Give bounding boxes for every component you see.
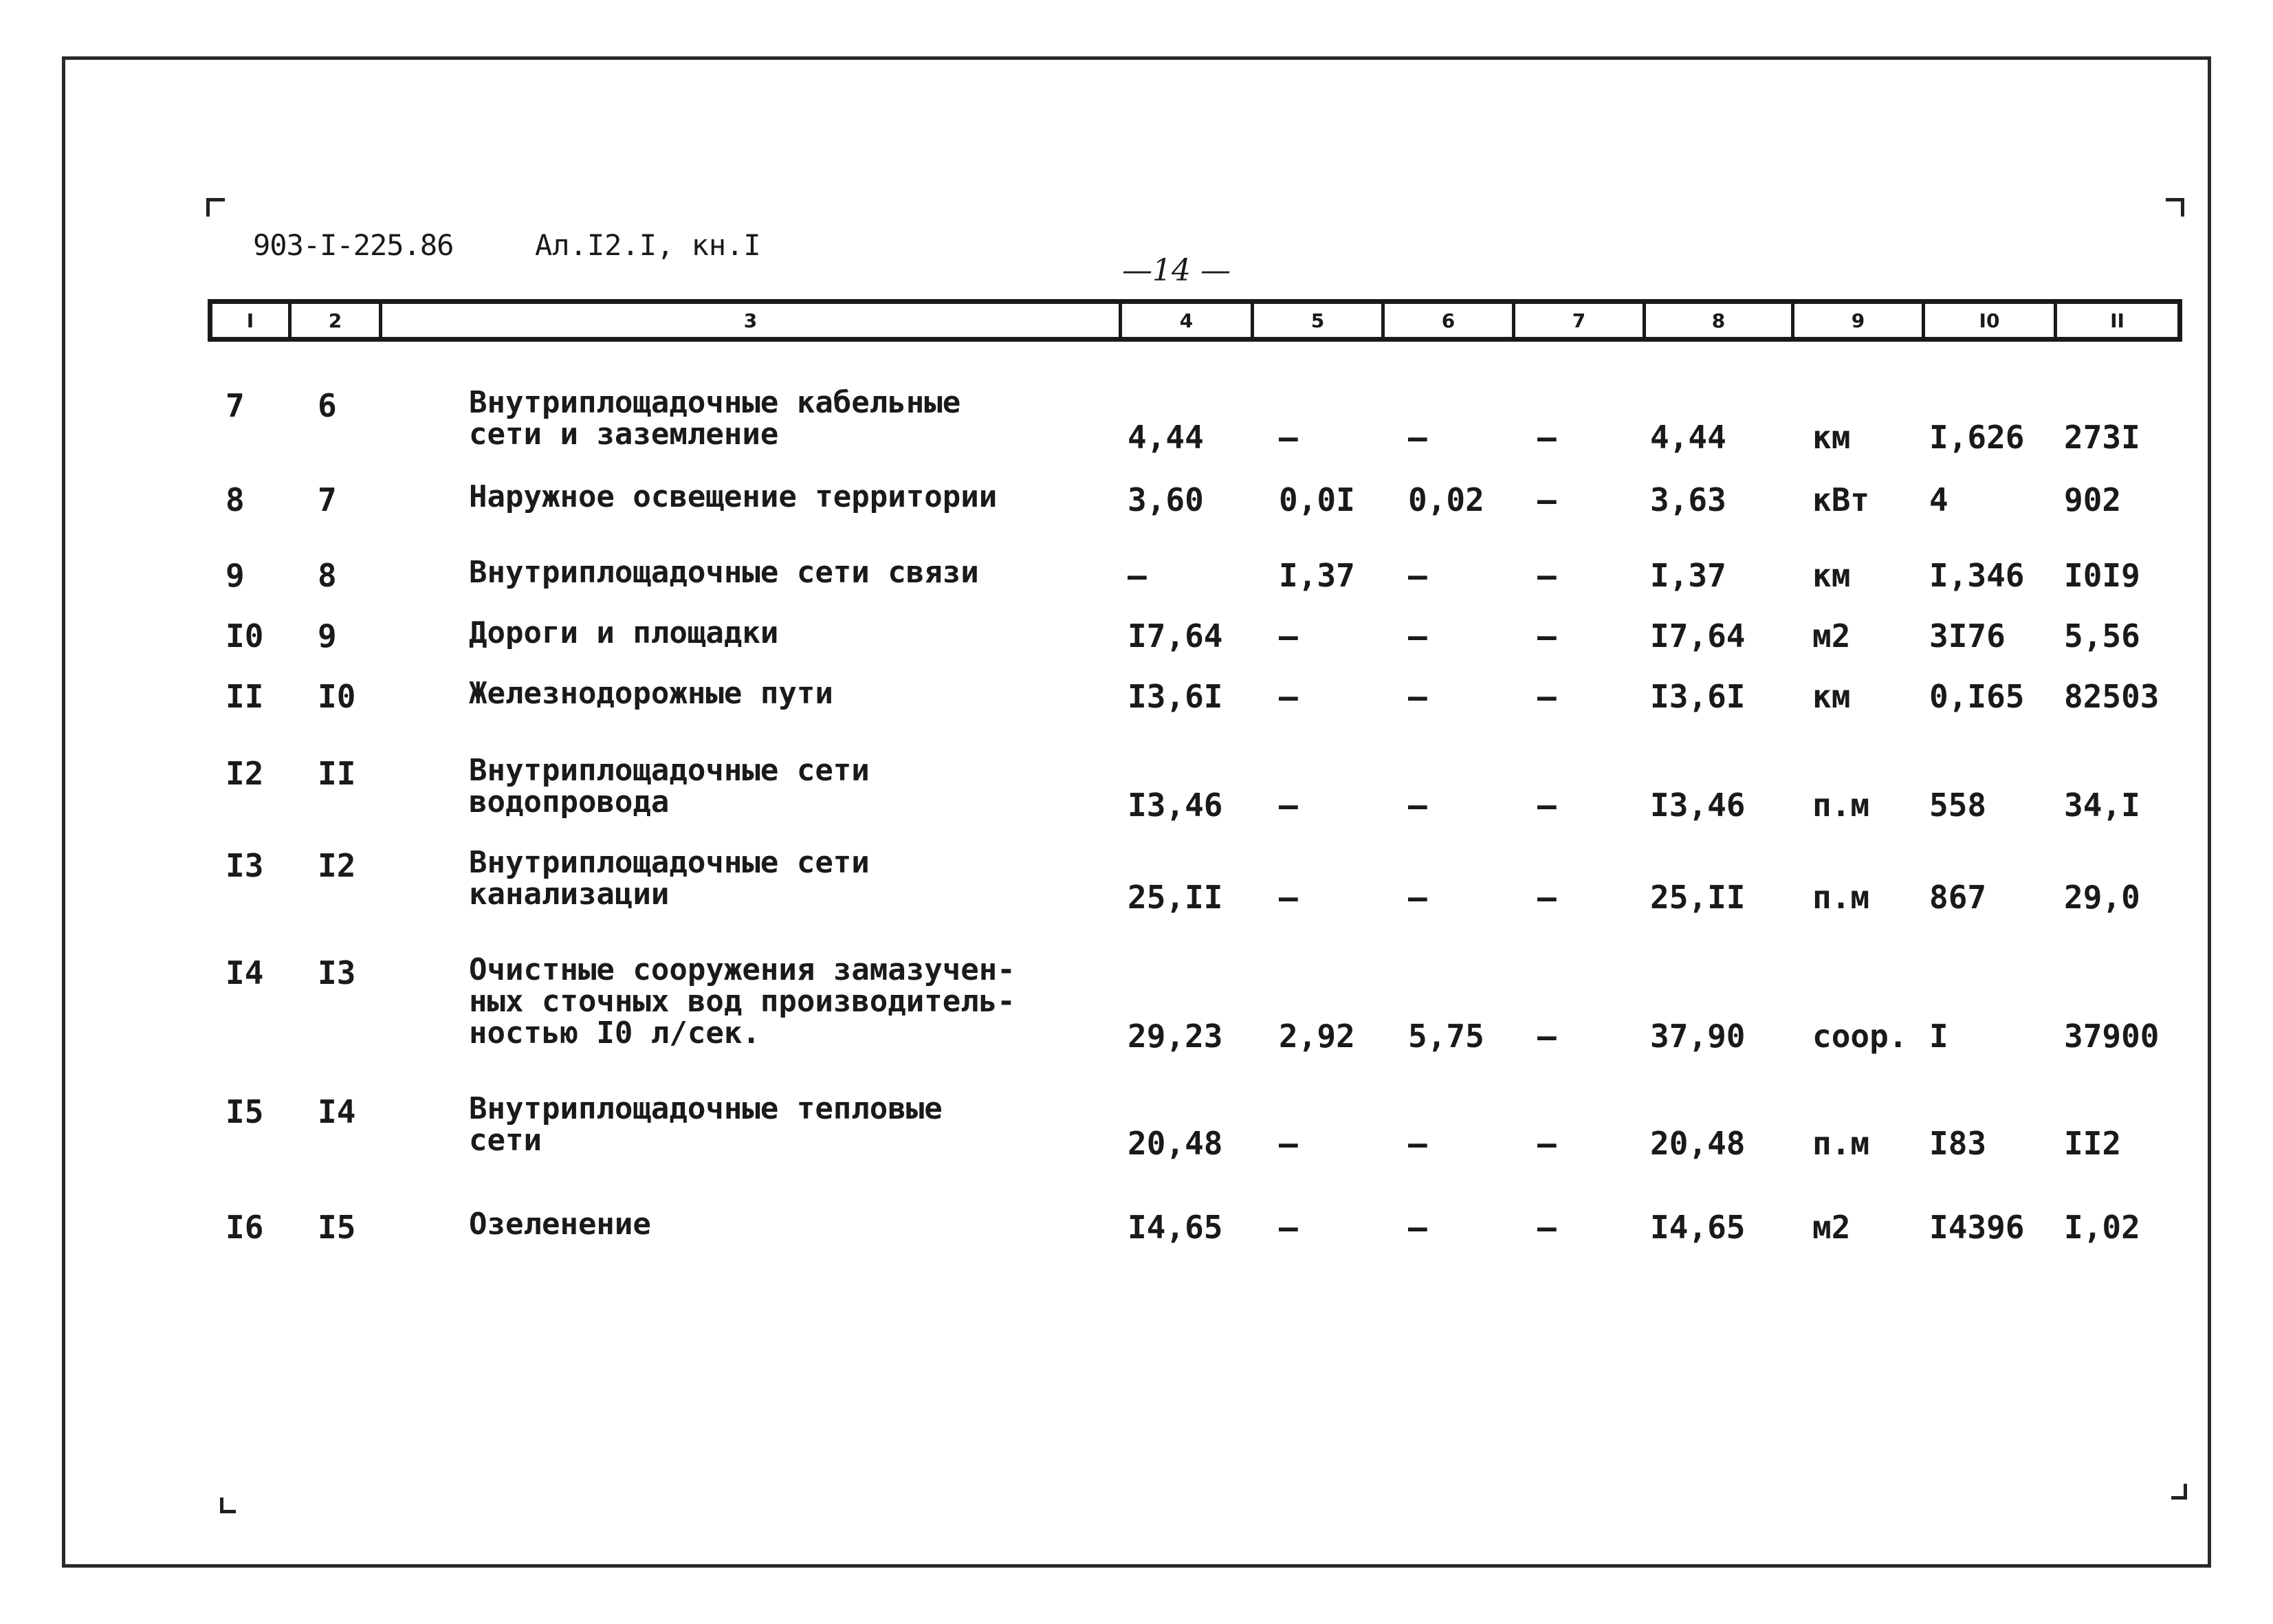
item-name: Внутриплощадочные сети связи bbox=[469, 555, 979, 590]
value-col-7: – bbox=[1537, 557, 1557, 594]
quantity: I4396 bbox=[1929, 1209, 2025, 1246]
unit: соор. bbox=[1812, 1018, 1908, 1055]
table-row bbox=[0, 387, 2273, 457]
value-col-7: – bbox=[1537, 1209, 1557, 1246]
item-name: Озеленение bbox=[469, 1207, 651, 1242]
value-col-11: 273I bbox=[2064, 419, 2140, 456]
document-reference: Ал.I2.I, кн.I bbox=[535, 228, 761, 262]
row-number: I0 bbox=[226, 617, 264, 655]
value-col-5: – bbox=[1279, 617, 1298, 655]
unit: п.м bbox=[1812, 879, 1870, 916]
column-header: 8 bbox=[1646, 304, 1794, 337]
unit: кВт bbox=[1812, 481, 1870, 518]
value-col-4: – bbox=[1128, 557, 1147, 594]
item-number: II bbox=[318, 755, 356, 792]
value-col-7: – bbox=[1537, 678, 1557, 715]
quantity: 3I76 bbox=[1929, 617, 2006, 655]
table-row bbox=[0, 617, 2273, 656]
item-number: I0 bbox=[318, 678, 356, 715]
value-col-11: I,02 bbox=[2064, 1209, 2140, 1246]
column-header: 2 bbox=[292, 304, 382, 337]
item-number: 8 bbox=[318, 557, 337, 594]
value-col-7: – bbox=[1537, 481, 1557, 518]
value-col-11: 29,0 bbox=[2064, 879, 2140, 916]
column-header: 9 bbox=[1794, 304, 1925, 337]
value-col-5: – bbox=[1279, 1125, 1298, 1162]
value-col-6: 5,75 bbox=[1408, 1018, 1484, 1055]
corner-mark-bottom-left bbox=[220, 1497, 236, 1513]
value-col-11: 34,I bbox=[2064, 787, 2140, 824]
unit: п.м bbox=[1812, 1125, 1870, 1162]
page-number: —14 — bbox=[1122, 253, 1231, 288]
item-name: Очистные сооружения замазучен- ных сточных вод производитель- ностью I0 л/сек. bbox=[469, 952, 1015, 1051]
column-header: I bbox=[212, 304, 292, 337]
value-col-4: 4,44 bbox=[1128, 419, 1204, 456]
unit: м2 bbox=[1812, 617, 1851, 655]
item-name: Наружное освещение территории bbox=[469, 479, 998, 514]
value-col-5: – bbox=[1279, 678, 1298, 715]
quantity: I83 bbox=[1929, 1125, 1987, 1162]
value-col-4: I7,64 bbox=[1128, 617, 1223, 655]
table-row bbox=[0, 954, 2273, 1056]
value-col-8: 20,48 bbox=[1650, 1125, 1746, 1162]
corner-mark-bottom-right bbox=[2171, 1484, 2187, 1500]
unit: м2 bbox=[1812, 1209, 1851, 1246]
quantity: I,626 bbox=[1929, 419, 2025, 456]
value-col-5: – bbox=[1279, 419, 1298, 456]
table-row bbox=[0, 1093, 2273, 1163]
item-number: 7 bbox=[318, 481, 337, 518]
value-col-6: – bbox=[1408, 1209, 1427, 1246]
value-col-4: I3,46 bbox=[1128, 787, 1223, 824]
value-col-8: I,37 bbox=[1650, 557, 1726, 594]
value-col-4: I4,65 bbox=[1128, 1209, 1223, 1246]
row-number: 7 bbox=[226, 387, 245, 424]
value-col-8: 3,63 bbox=[1650, 481, 1726, 518]
value-col-5: I,37 bbox=[1279, 557, 1355, 594]
row-number: I3 bbox=[226, 847, 264, 884]
value-col-11: 82503 bbox=[2064, 678, 2160, 715]
value-col-5: – bbox=[1279, 1209, 1298, 1246]
value-col-7: – bbox=[1537, 617, 1557, 655]
value-col-8: I4,65 bbox=[1650, 1209, 1746, 1246]
value-col-7: – bbox=[1537, 419, 1557, 456]
value-col-6: 0,02 bbox=[1408, 481, 1484, 518]
column-header: 7 bbox=[1515, 304, 1646, 337]
unit: км bbox=[1812, 419, 1851, 456]
value-col-8: I7,64 bbox=[1650, 617, 1746, 655]
value-col-8: 4,44 bbox=[1650, 419, 1726, 456]
row-number: I4 bbox=[226, 954, 264, 991]
column-header-row bbox=[208, 299, 2182, 342]
unit: п.м bbox=[1812, 787, 1870, 824]
value-col-4: 29,23 bbox=[1128, 1018, 1223, 1055]
value-col-7: – bbox=[1537, 1125, 1557, 1162]
value-col-11: 37900 bbox=[2064, 1018, 2160, 1055]
item-number: 6 bbox=[318, 387, 337, 424]
item-name: Внутриплощадочные сети водопровода bbox=[469, 753, 870, 820]
row-number: II bbox=[226, 678, 264, 715]
column-header: II bbox=[2110, 309, 2124, 332]
item-number: I5 bbox=[318, 1209, 356, 1246]
item-number: I2 bbox=[318, 847, 356, 884]
value-col-6: – bbox=[1408, 787, 1427, 824]
column-header: I0 bbox=[1925, 304, 2057, 337]
row-number: I5 bbox=[226, 1093, 264, 1130]
row-number: 9 bbox=[226, 557, 245, 594]
value-col-8: 37,90 bbox=[1650, 1018, 1746, 1055]
item-name: Внутриплощадочные тепловые сети bbox=[469, 1091, 943, 1158]
item-number: I4 bbox=[318, 1093, 356, 1130]
item-name: Дороги и площадки bbox=[469, 615, 779, 650]
value-col-4: 25,II bbox=[1128, 879, 1223, 916]
row-number: I6 bbox=[226, 1209, 264, 1246]
column-header: 3 bbox=[382, 304, 1122, 337]
value-col-5: – bbox=[1279, 787, 1298, 824]
item-name: Железнодорожные пути bbox=[469, 676, 833, 711]
table-row bbox=[0, 755, 2273, 825]
item-name: Внутриплощадочные кабельные сети и заземление bbox=[469, 385, 961, 452]
table-row bbox=[0, 678, 2273, 716]
quantity: I,346 bbox=[1929, 557, 2025, 594]
column-header: 6 bbox=[1385, 304, 1515, 337]
unit: км bbox=[1812, 678, 1851, 715]
quantity: 867 bbox=[1929, 879, 1987, 916]
value-col-4: 3,60 bbox=[1128, 481, 1204, 518]
quantity: 4 bbox=[1929, 481, 1948, 518]
quantity: 0,I65 bbox=[1929, 678, 2025, 715]
value-col-6: – bbox=[1408, 617, 1427, 655]
table-row bbox=[0, 847, 2273, 917]
column-header: 5 bbox=[1254, 304, 1385, 337]
unit: км bbox=[1812, 557, 1851, 594]
value-col-8: I3,46 bbox=[1650, 787, 1746, 824]
value-col-4: 20,48 bbox=[1128, 1125, 1223, 1162]
corner-mark-top-left bbox=[206, 198, 225, 217]
value-col-7: – bbox=[1537, 787, 1557, 824]
value-col-8: 25,II bbox=[1650, 879, 1746, 916]
value-col-5: 2,92 bbox=[1279, 1018, 1355, 1055]
value-col-7: – bbox=[1537, 879, 1557, 916]
value-col-11: II2 bbox=[2064, 1125, 2122, 1162]
quantity: 558 bbox=[1929, 787, 1987, 824]
value-col-5: – bbox=[1279, 879, 1298, 916]
column-header: 4 bbox=[1122, 304, 1254, 337]
value-col-11: 5,56 bbox=[2064, 617, 2140, 655]
table-row bbox=[0, 1209, 2273, 1247]
table-row bbox=[0, 481, 2273, 520]
value-col-6: – bbox=[1408, 419, 1427, 456]
quantity: I bbox=[1929, 1018, 1948, 1055]
value-col-6: – bbox=[1408, 557, 1427, 594]
item-name: Внутриплощадочные сети канализации bbox=[469, 845, 870, 912]
document-code: 903-I-225.86 bbox=[253, 228, 454, 262]
value-col-6: – bbox=[1408, 879, 1427, 916]
row-number: I2 bbox=[226, 755, 264, 792]
value-col-11: I0I9 bbox=[2064, 557, 2140, 594]
value-col-7: – bbox=[1537, 1018, 1557, 1055]
value-col-4: I3,6I bbox=[1128, 678, 1223, 715]
table-row bbox=[0, 557, 2273, 595]
value-col-11: 902 bbox=[2064, 481, 2122, 518]
value-col-5: 0,0I bbox=[1279, 481, 1355, 518]
value-col-6: – bbox=[1408, 1125, 1427, 1162]
row-number: 8 bbox=[226, 481, 245, 518]
item-number: 9 bbox=[318, 617, 337, 655]
corner-mark-top-right bbox=[2166, 198, 2184, 217]
value-col-8: I3,6I bbox=[1650, 678, 1746, 715]
value-col-6: – bbox=[1408, 678, 1427, 715]
item-number: I3 bbox=[318, 954, 356, 991]
